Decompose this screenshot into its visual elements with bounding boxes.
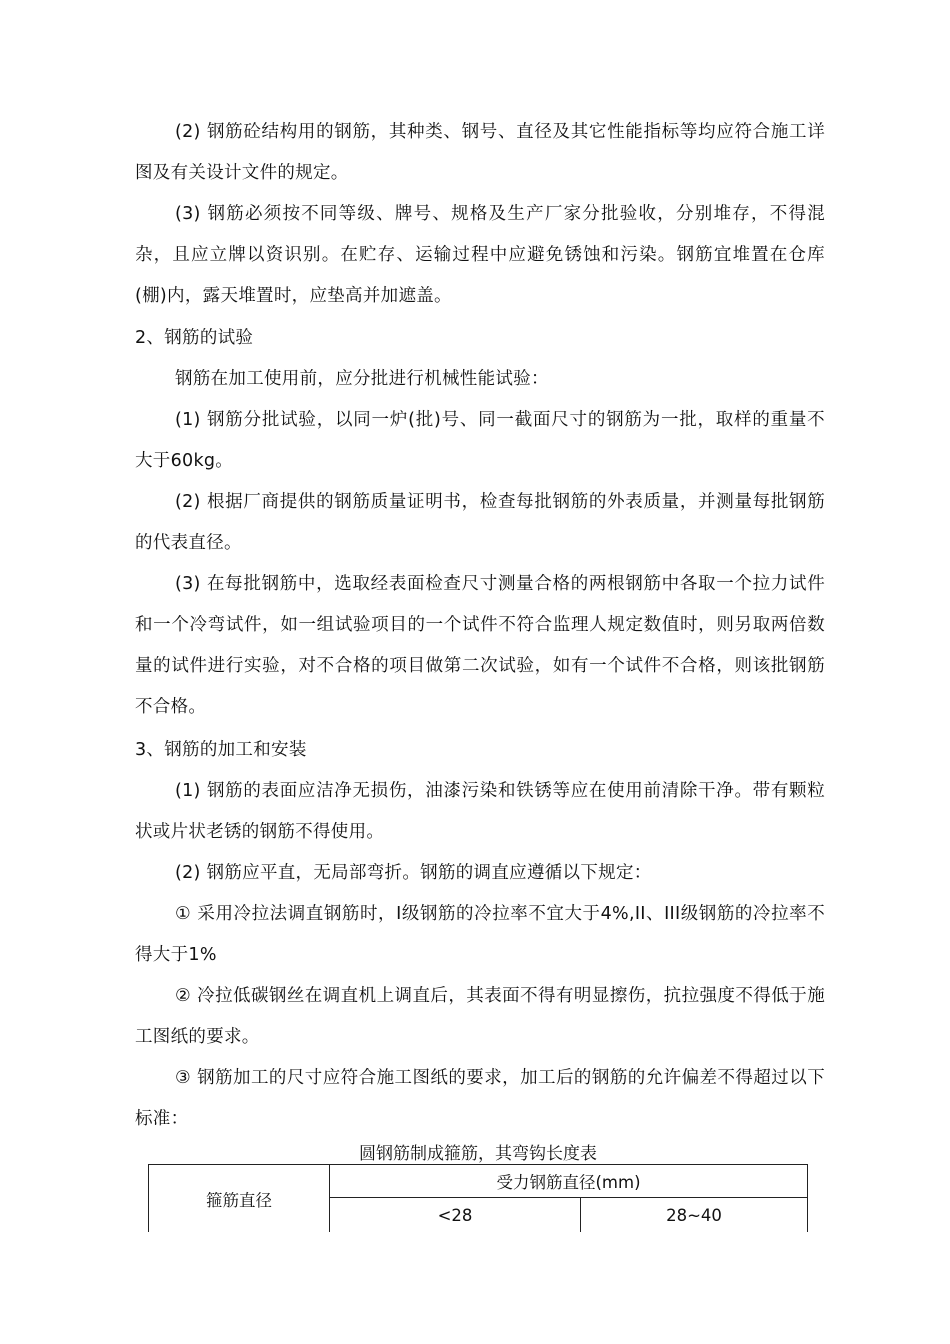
table-subheader-lt28: <28 [330,1198,581,1234]
paragraph-tensile-bend-test: (3) 在每批钢筋中，选取经表面检查尺寸测量合格的两根钢筋中各取一个拉力试件和一个冷弯试件，如一组试验项目的一个试件不符合监理人规定数值时，则另取两倍数量的试件进行实验，对不合格的项目做第二次试验，如有一个试件不合格，则该批钢筋不合格。 [135,574,825,717]
paragraph-steel-specs: (2) 钢筋砼结构用的钢筋，其种类、钢号、直径及其它性能指标等均应符合施工详图及有关设计文件的规定。 [135,122,825,183]
paragraph-quality-certificate: (2) 根据厂商提供的钢筋质量证明书，检查每批钢筋的外表质量，并测量每批钢筋的代表直径。 [135,492,825,553]
table-subheader-28-40: 28~40 [581,1198,808,1234]
paragraph-surface-clean: (1) 钢筋的表面应洁净无损伤，油漆污染和铁锈等应在使用前清除干净。带有颗粒状或片状老锈的钢筋不得使用。 [135,781,825,842]
table-column-header: 受力钢筋直径(mm) [330,1165,808,1198]
paragraph-straightening-rules: (2) 钢筋应平直，无局部弯折。钢筋的调直应遵循以下规定： [175,863,652,883]
paragraph-cold-drawing: ① 采用冷拉法调直钢筋时，I级钢筋的冷拉率不宜大于4%,II、III级钢筋的冷拉率不得大于1% [135,904,825,965]
paragraph-low-carbon-wire: ② 冷拉低碳钢丝在调直机上调直后，其表面不得有明显擦伤，抗拉强度不得低于施工图纸的要求。 [135,986,825,1047]
section-heading-steel-testing: 2、钢筋的试验 [135,328,254,348]
hook-length-table [148,1164,808,1234]
paragraph-testing-intro: 钢筋在加工使用前，应分批进行机械性能试验： [175,369,549,389]
section-heading-processing-installation: 3、钢筋的加工和安装 [135,740,307,760]
table-caption: 圆钢筋制成箍筋，其弯钩长度表 [359,1144,597,1164]
paragraph-dimension-tolerance: ③ 钢筋加工的尺寸应符合施工图纸的要求，加工后的钢筋的允许偏差不得超过以下标准： [135,1068,825,1129]
paragraph-steel-storage: (3) 钢筋必须按不同等级、牌号、规格及生产厂家分批验收，分别堆存，不得混杂，且应立牌以资识别。在贮存、运输过程中应避免锈蚀和污染。钢筋宜堆置在仓库(棚)内，露天堆置时，应垫高并加遮盖。 [135,204,825,306]
table-row-header: 箍筋直径 [149,1165,330,1234]
page-bottom-margin [0,1232,950,1344]
paragraph-batch-testing: (1) 钢筋分批试验，以同一炉(批)号、同一截面尺寸的钢筋为一批，取样的重量不大于60kg。 [135,410,825,471]
